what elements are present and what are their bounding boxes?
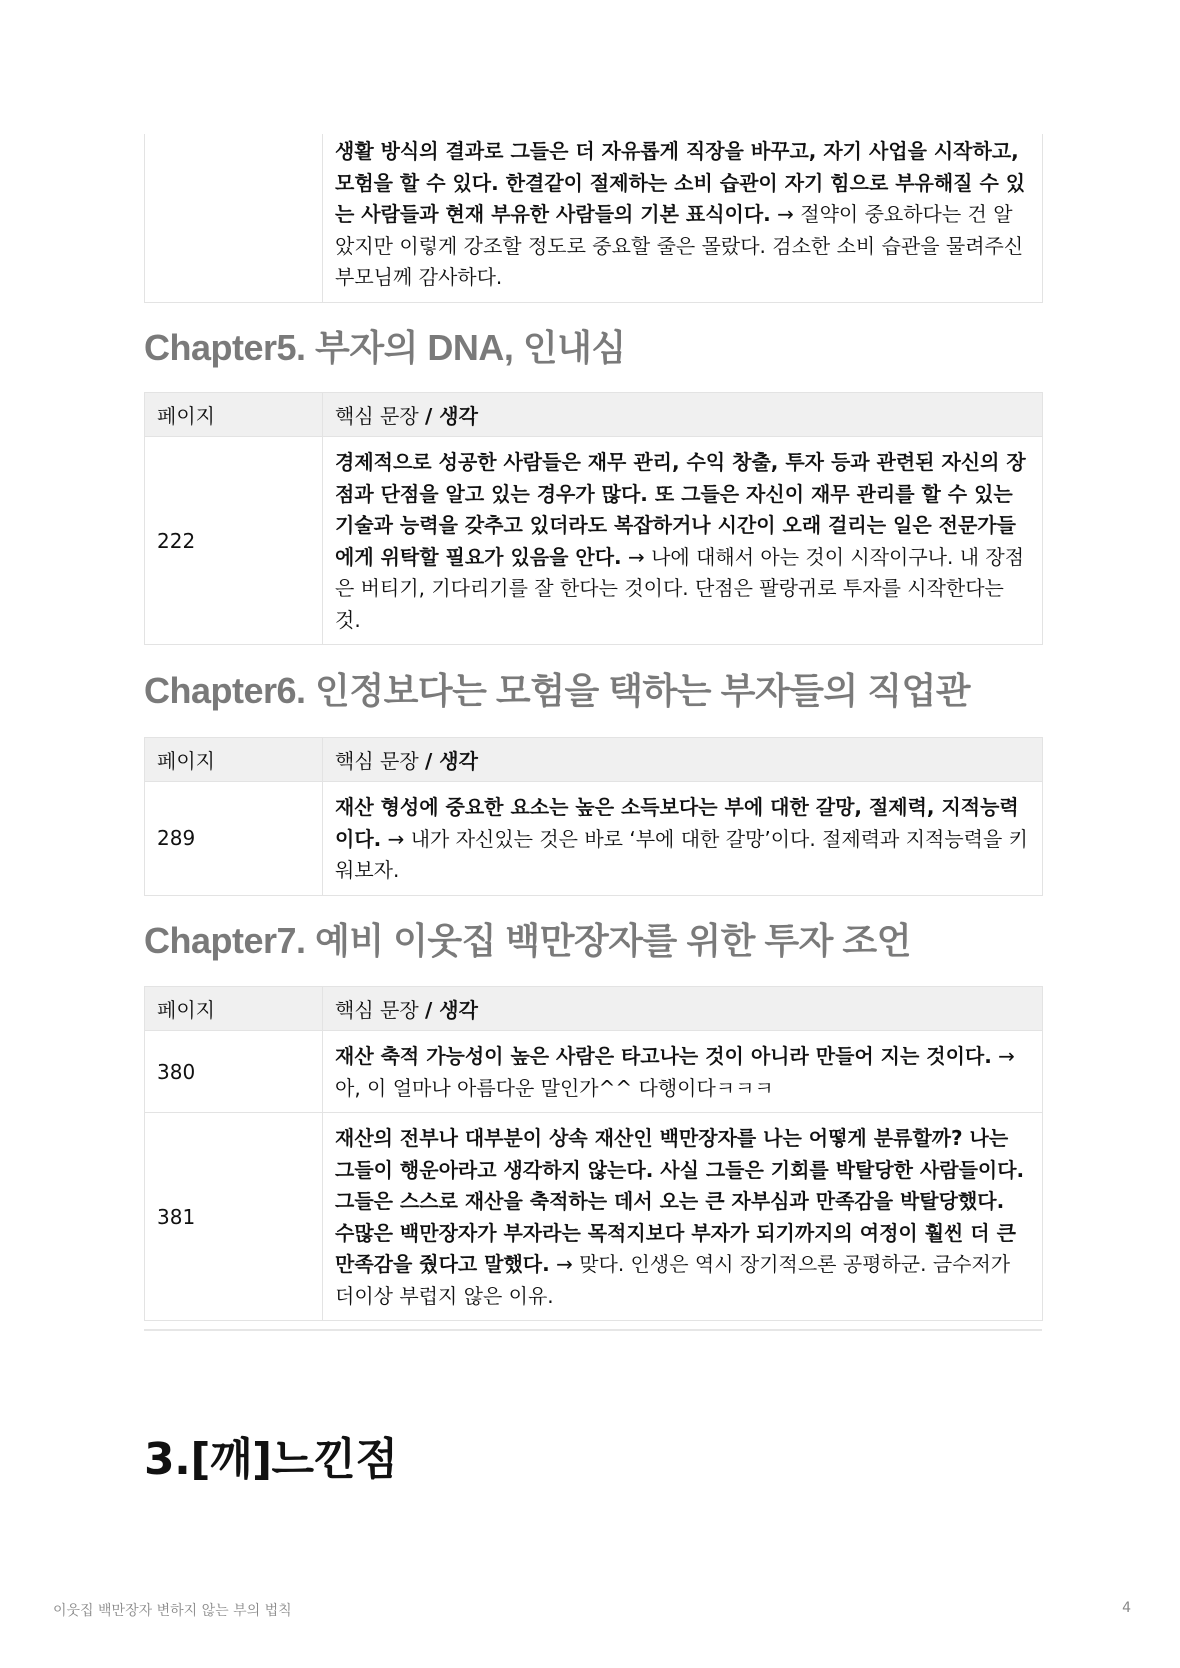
chapter6-table [144, 737, 1043, 896]
sentence-cell [323, 437, 1043, 645]
table-header-row [145, 393, 1043, 437]
page-cell: 222 [145, 437, 323, 645]
page-cell: 381 [145, 1113, 323, 1321]
key-sentence: 생활 방식의 결과로 그들은 더 자유롭게 직장을 바꾸고, 자기 사업을 시작하고, 모험을 할 수 있다. 한결같이 절제하는 소비 습관이 자기 힘으로 부유해질 수 있는 사람들과 현재 부유한 사람들의 기본 표식이다. [335, 139, 1026, 226]
table-row [145, 437, 1043, 645]
chapter5-title: Chapter5. 부자의 DNA, 인내심 [144, 327, 626, 368]
sentence-cell [323, 782, 1043, 896]
page-cell [145, 134, 323, 302]
thought-note: → 내가 자신있는 것은 바로 ‘부에 대한 갈망’이다. 절제력과 지적능력을 키워보자. [335, 826, 1028, 882]
footer-page-number: 4 [1122, 1600, 1131, 1616]
key-sentence: 재산 축적 가능성이 높은 사람은 타고나는 것이 아니라 만들어 지는 것이다. [335, 1044, 992, 1068]
chapter7-table [144, 986, 1043, 1321]
thought-note: → 절약이 중요하다는 건 알았지만 이렇게 강조할 정도로 중요할 줄은 몰랐다. 검소한 소비 습관을 물려주신 부모님께 감사하다. [335, 202, 1024, 289]
table-header-row [145, 738, 1043, 782]
key-sentence: 경제적으로 성공한 사람들은 재무 관리, 수익 창출, 투자 등과 관련된 자신의 장점과 단점을 알고 있는 경우가 많다. 또 그들은 자신이 재무 관리를 할 수 있는 기술과 능력을 갖추고 있더라도 복잡하거나 시간이 오래 걸리는 일은 전문가들에게 위탁할 필요가 있음을 안다. [335, 450, 1026, 569]
table-row [145, 1113, 1043, 1321]
table-row [145, 782, 1043, 896]
chapter6-title: Chapter6. 인정보다는 모험을 택하는 부자들의 직업관 [144, 670, 971, 711]
sentence-cell [323, 1031, 1043, 1113]
thought-note: → 아, 이 얼마나 아름다운 말인가^^ 다행이다ㅋㅋㅋ [335, 1044, 1015, 1100]
chapter5-table [144, 392, 1043, 645]
page-cell: 380 [145, 1031, 323, 1113]
thought-note: → 나에 대해서 아는 것이 시작이구나. 내 장점은 버티기, 기다리기를 잘 한다는 것이다. 단점은 팔랑귀로 투자를 시작한다는 것. [335, 544, 1025, 632]
header-sentence: 핵심 문장 / 생각 [323, 393, 1043, 437]
header-page: 페이지 [145, 987, 323, 1031]
continued-table [144, 134, 1043, 303]
header-sentence: 핵심 문장 / 생각 [323, 738, 1043, 782]
sentence-cell [323, 1113, 1043, 1321]
section-divider [144, 1329, 1042, 1331]
table-header-row [145, 987, 1043, 1031]
page-cell: 289 [145, 782, 323, 896]
table-row [145, 1031, 1043, 1113]
key-sentence: 재산의 전부나 대부분이 상속 재산인 백만장자를 나는 어떻게 분류할까? 나는 그들이 행운아라고 생각하지 않는다. 사실 그들은 기회를 박탈당한 사람들이다. 그들은 스스로 재산을 축적하는 데서 오는 큰 자부심과 만족감을 박탈당했다. 수많은 백만장자가 부자라는 목적지보다 부자가 되기까지의 여정이 훨씬 더 큰 만족감을 줬다고 말했다. [335, 1126, 1025, 1276]
header-sentence: 핵심 문장 / 생각 [323, 987, 1043, 1031]
header-page: 페이지 [145, 393, 323, 437]
section-heading: 3.[깨]느낀점 [144, 1434, 398, 1485]
footer-doc-title: 이웃집 백만장자 변하지 않는 부의 법칙 [53, 1603, 292, 1619]
header-page: 페이지 [145, 738, 323, 782]
key-sentence: 재산 형성에 중요한 요소는 높은 소득보다는 부에 대한 갈망, 절제력, 지적능력이다. [335, 795, 1019, 851]
thought-note: → 맞다. 인생은 역시 장기적으론 공평하군. 금수저가 더이상 부럽지 않은 이유. [335, 1252, 1011, 1308]
table-row [145, 134, 1043, 302]
sentence-cell [323, 134, 1043, 302]
chapter7-title: Chapter7. 예비 이웃집 백만장자를 위한 투자 조언 [144, 920, 911, 961]
